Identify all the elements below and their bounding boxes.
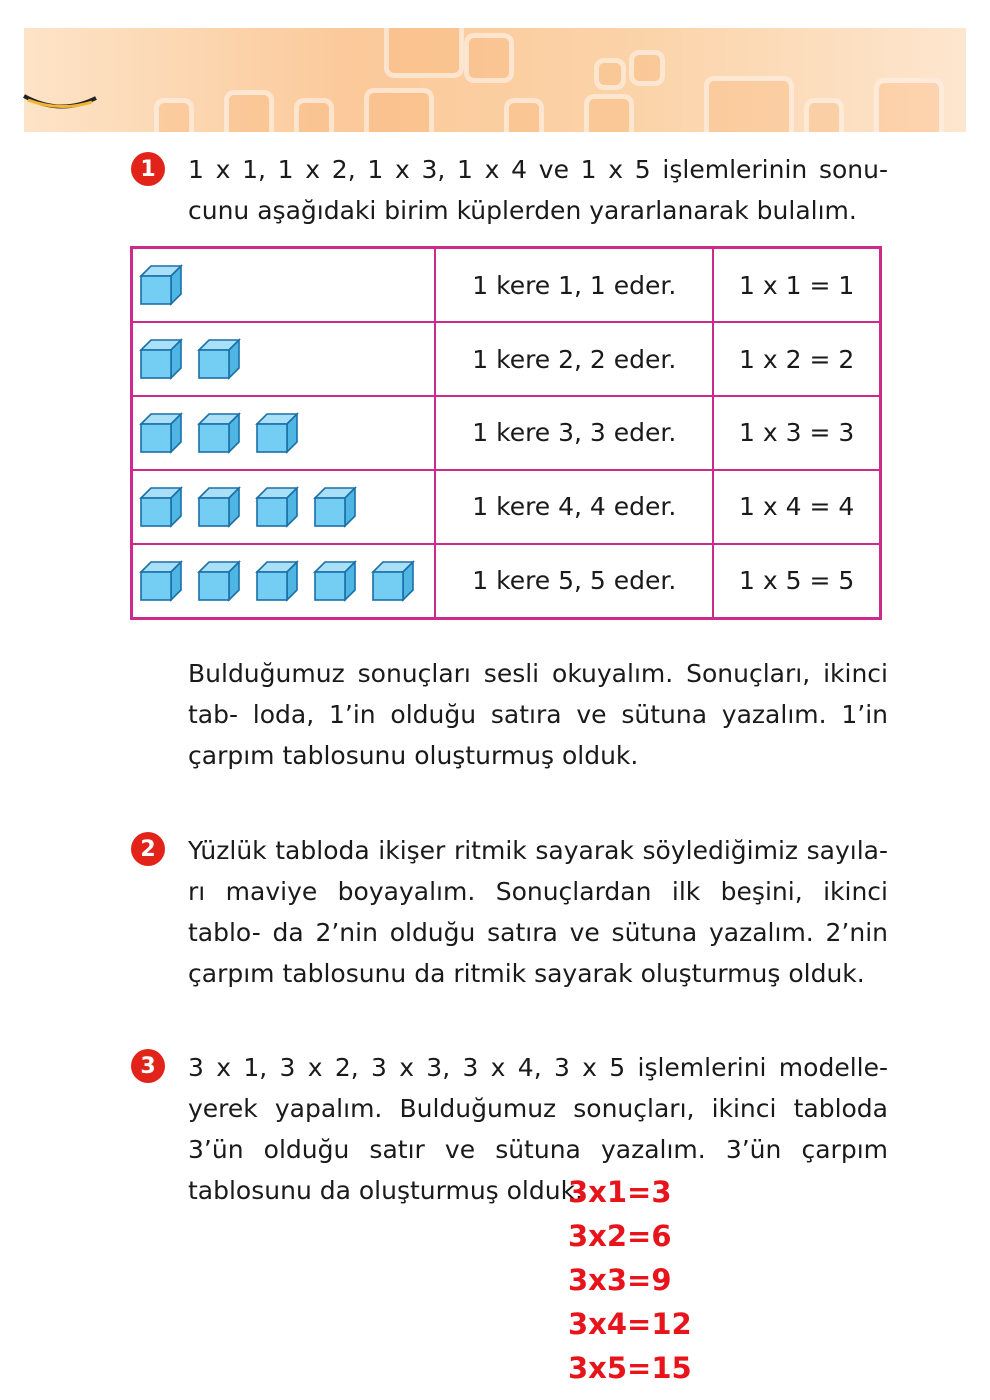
cube-icon (255, 486, 299, 528)
cube-table-row (132, 396, 881, 470)
cube-table-row (132, 470, 881, 544)
cube-table-row (132, 248, 881, 323)
answer-line: 3x2=6 (568, 1219, 672, 1253)
cube-table-row (132, 322, 881, 396)
cube-icon (197, 486, 241, 528)
answer-line: 3x3=9 (568, 1263, 672, 1297)
decorative-square (294, 98, 334, 132)
cube-icon (139, 412, 183, 454)
answer-line: 3x1=3 (568, 1175, 672, 1209)
phrase-cell: 1 kere 3, 3 eder. (435, 396, 713, 470)
cube-icon (139, 486, 183, 528)
exercise-number-badge: 2 (131, 832, 165, 866)
decorative-square (804, 98, 844, 132)
decorative-square (594, 58, 626, 90)
cube-table-row (132, 544, 881, 619)
cube-group (139, 486, 434, 528)
cube-icon (139, 264, 183, 306)
cube-group (139, 412, 434, 454)
equation-cell: 1 x 3 = 3 (713, 396, 880, 470)
cube-cell (132, 470, 436, 544)
decorative-square (704, 76, 794, 132)
cube-icon (255, 560, 299, 602)
cube-group (139, 560, 434, 602)
cube-icon (139, 560, 183, 602)
phrase-cell: 1 kere 2, 2 eder. (435, 322, 713, 396)
cube-cell (132, 396, 436, 470)
decorative-square (384, 28, 464, 78)
cube-icon (371, 560, 415, 602)
decorative-square (629, 50, 665, 86)
answer-line: 3x5=15 (568, 1351, 692, 1385)
handwritten-answers (568, 1170, 692, 1390)
equation-cell: 1 x 5 = 5 (713, 544, 880, 619)
phrase-cell: 1 kere 1, 1 eder. (435, 248, 713, 323)
cube-icon (255, 412, 299, 454)
cube-cell (132, 544, 436, 619)
phrase-cell: 1 kere 5, 5 eder. (435, 544, 713, 619)
cube-group (139, 264, 434, 306)
cube-cell (132, 248, 436, 323)
cube-cell (132, 322, 436, 396)
decorative-square (224, 90, 274, 132)
header-banner (24, 28, 966, 132)
cube-icon (139, 338, 183, 380)
decorative-square (364, 88, 434, 132)
decorative-square (464, 33, 514, 83)
cube-icon (197, 338, 241, 380)
exercise2-text: Yüzlük tabloda ikişer ritmik sayarak söylediğimiz sayıla- rı maviye boyayalım. Sonuçlardan ilk beşini, ikinci tablo- da 2’nin olduğu satıra ve sütuna yazalım. 2’nin çarpım tablosunu da ritmik sayarak oluşturmuş olduk. (188, 836, 888, 988)
decorative-square (584, 94, 634, 132)
equation-cell: 1 x 1 = 1 (713, 248, 880, 323)
cube-icon (313, 486, 357, 528)
exercise3-text: 3 x 1, 3 x 2, 3 x 3, 3 x 4, 3 x 5 işlemlerini modelle- yerek yapalım. Bulduğumuz sonuçları, ikinci tabloda 3’ün olduğu satır ve sütuna yazalım. 3’ün çarpım tablosunu da oluşturmuş olduk. (188, 1053, 888, 1205)
cube-group (139, 338, 434, 380)
decorative-square (504, 98, 544, 132)
cube-icon (197, 412, 241, 454)
exercise-number-badge: 1 (131, 152, 165, 186)
decorative-square (154, 98, 194, 132)
cube-table (130, 246, 882, 620)
phrase-cell: 1 kere 4, 4 eder. (435, 470, 713, 544)
cube-icon (313, 560, 357, 602)
cube-icon (197, 560, 241, 602)
equation-cell: 1 x 4 = 4 (713, 470, 880, 544)
answer-line: 3x4=12 (568, 1307, 692, 1341)
eye-icon (20, 90, 100, 114)
exercise1-text: 1 x 1, 1 x 2, 1 x 3, 1 x 4 ve 1 x 5 işlemlerinin sonu- cunu aşağıdaki birim küplerden yararlanarak bulalım. (188, 155, 888, 225)
decorative-square (874, 78, 944, 132)
exercise-number-badge: 3 (131, 1049, 165, 1083)
equation-cell: 1 x 2 = 2 (713, 322, 880, 396)
exercise1-followup: Bulduğumuz sonuçları sesli okuyalım. Sonuçları, ikinci tab- loda, 1’in olduğu satıra ve sütuna yazalım. 1’in çarpım tablosunu oluşturmuş olduk. (188, 659, 888, 770)
